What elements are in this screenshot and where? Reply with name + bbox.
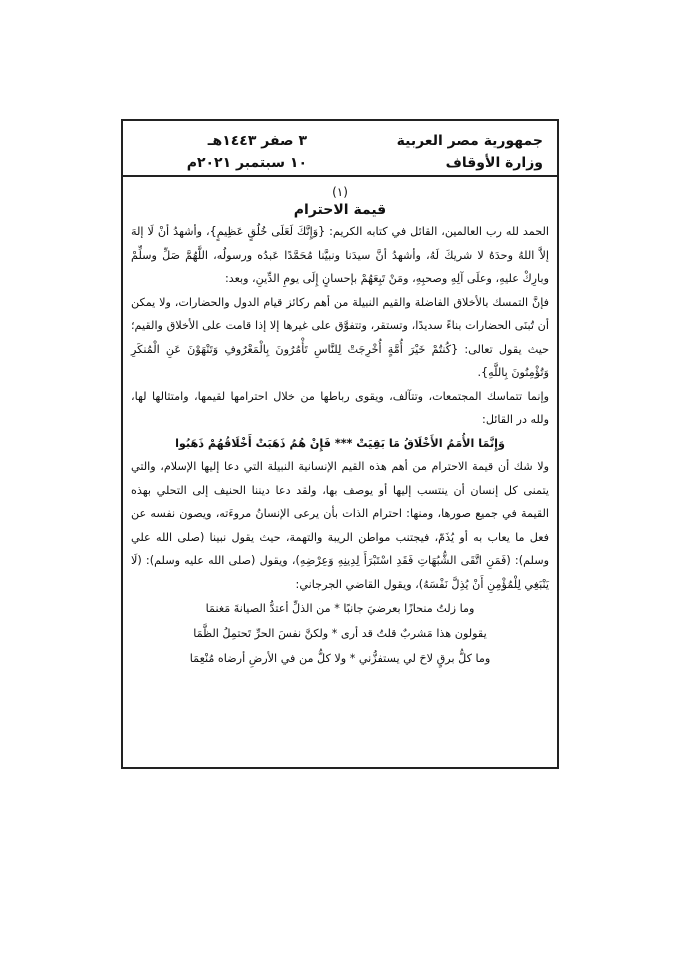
ministry-name: وزارة الأوقاف [445,155,543,171]
country-name: جمهورية مصر العربية [396,133,543,149]
sermon-number: (١) [332,185,348,199]
paragraph-morals: فإنَّ التمسك بالأخلاق الفاضلة والقيم النبيلة من أهم ركائز قيام الدول والحضارات، ولا يمكن أن تُبنَى الحضارات بناءً سديدًا، وتستقر، وتتفوَّق على غيرها إلا إذا قامت على الأخلاق والقيم؛ حيث يقول تعالى: {كُنتُمْ خَيْرَ أُمَّةٍ أُخْرِجَتْ لِلنَّاسِ تَأْمُرُونَ بِالْمَعْرُوفِ وَتَنْهَوْنَ عَنِ الْمُنكَرِ وَتُؤْمِنُونَ بِاللَّهِ}. [131,295,549,379]
poetry-verse: وَإِنَّمَا الأُمَمُ الأَخْلَاقُ مَا بَقِيَتْ *** فَإِنْ هُمُ ذَهَبَتْ أَخْلَاقُهُمْ ذَهَبُوا [175,436,505,450]
document-header [123,121,557,177]
paragraph-respect: ولا شك أن قيمة الاحترام من أهم هذه القيم الإنسانية النبيلة التي دعا إليها الإسلام، والتي يتمنى كل إنسان أن ينتسب إليها أو يوصف بها، ولقد دعا ديننا الحنيف إلى التحلي بهذه القيمة في جميع صورها، ومنها: احترام الذات بأن يرعى الإنسانُ مروءَته، ويصون نفسه عن فعل ما يعاب به أو يُذَمّ، فيجتنب مواطن الريبة والتهمة، حيث يقول نبينا (صلى الله علي وسلم): (فَمَنِ اتَّقَى الشُّبُهَاتِ فَقَدِ اسْتَبْرَأَ لِدِينِهِ وَعِرْضِهِ)، ويقول (صلى الله عليه وسلم): (لَا يَنْبَغِي لِلْمُؤْمِنِ أَنْ يُذِلَّ نَفْسَهُ)، ويقول القاضي الجرجاني: [131,460,549,591]
paragraph-societies: وإنما تتماسك المجتمعات، وتتآلف، ويقوى رباطها من خلال احترامها لقيمها، وامتثالها لها، ولله در القائل: [131,389,549,426]
date-hijri: ٣ صفر ١٤٤٣هـ [207,133,307,149]
sermon-body [123,177,557,671]
sermon-title: قيمة الاحترام [293,202,387,218]
poem-line: وما كلُّ برقٍ لاحَ لي يستفزُّني * ولا كلُّ من في الأرضِ أرضاه مُنْعِمَا [189,652,491,665]
date-gregorian: ١٠ سبتمبر ٢٠٢١م [186,155,307,171]
poem-line: وما زلتُ منحازًا بعرضيَ جانبًا * من الذلِّ أعتدُّ الصيانةَ مَغنمَا [205,602,475,615]
document-frame [121,119,559,769]
poem-line: يقولون هذا مَشربٌ قلتُ قد أرى * ولكنَّ نفسَ الحرِّ تَحتمِلُ الظَّمَا [193,627,487,640]
paragraph-opening: الحمد لله رب العالمين، القائل في كتابه الكريم: {وَإِنَّكَ لَعَلَى خُلُقٍ عَظِيمٍ}، وأشهدُ أنْ لَا إلهَ إلاَّ اللهُ وحدَهُ لا شريكَ لَهُ، وأشهدُ أنَّ سيدَنا ونبيَّنا مُحَمَّدًا عَبدُه ورسولُه، اللَّهُمَّ صَلِّ وسلِّمْ وبارِكْ عليهِ، وعلَى آلِهِ وصحبِهِ، ومَنْ تَبِعَهُمْ بإحسانٍ إِلَى يومِ الدِّينِ، وبعد: [131,225,549,285]
